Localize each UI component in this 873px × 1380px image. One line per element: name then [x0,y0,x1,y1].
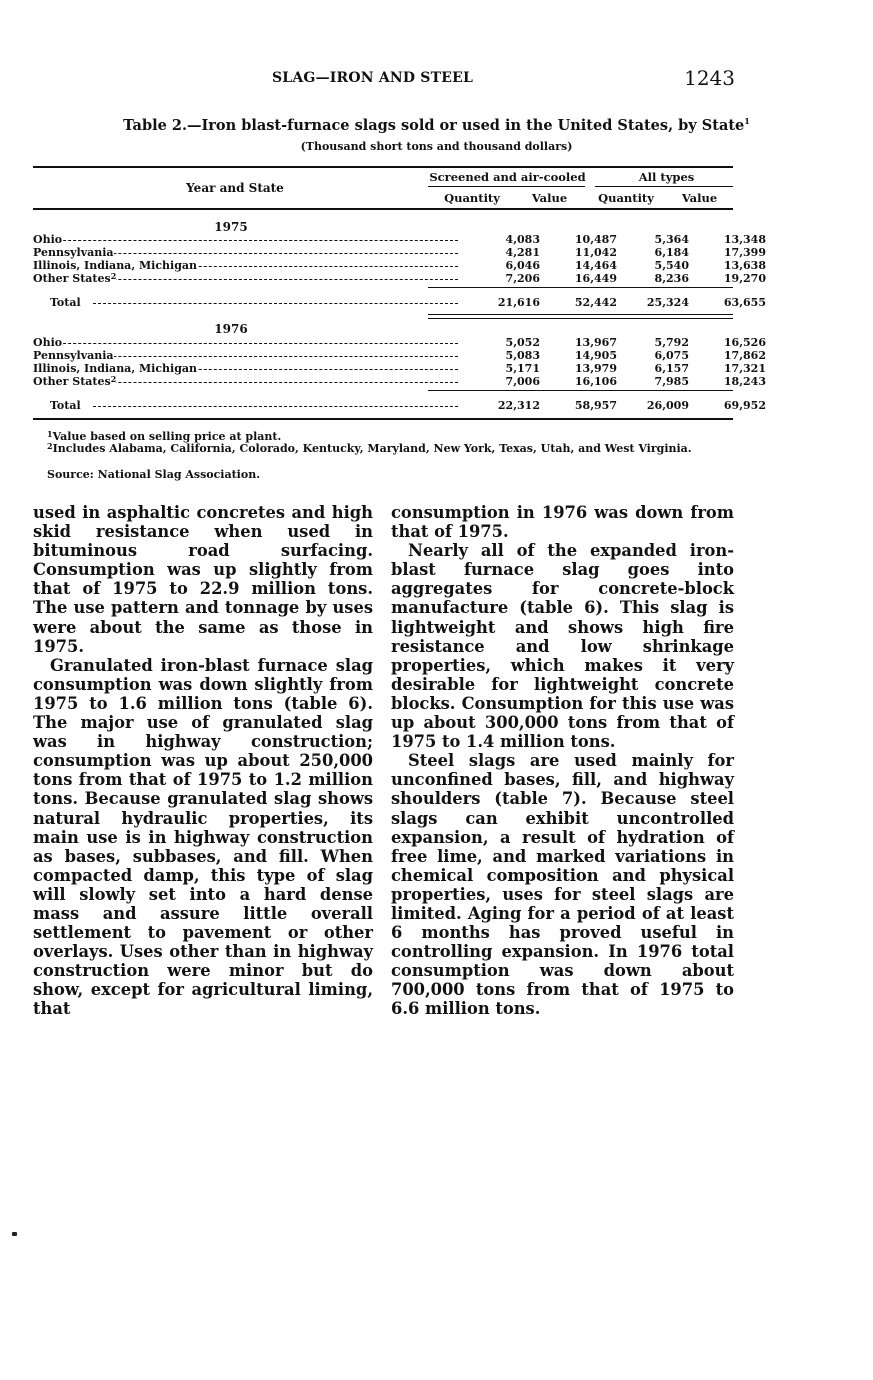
page-header [0,66,873,96]
year-label-1976: 1976 [214,322,248,336]
sac-value: 10,487 [574,233,617,246]
footnote-mark: 2 [47,441,53,451]
sac-value: 14,464 [574,259,617,272]
quantity-header-1: Quantity [444,191,500,205]
subtotal-rule [428,390,733,391]
all-value: 63,655 [723,296,766,309]
total-label: Total [50,296,81,309]
state-name [33,375,116,388]
footnote-text: Includes Alabama, California, Colorado, Kentucky, Maryland, New York, Texas, Utah, and West Virginia. [52,442,692,455]
table-row [33,271,766,285]
all-value: 13,638 [723,259,766,272]
all-quantity: 5,364 [654,233,689,246]
state-name: Ohio [33,336,63,349]
table-total-row [33,296,766,309]
all-value: 17,862 [723,349,766,362]
all-quantity: 25,324 [646,296,689,309]
table-row [33,349,766,362]
dot-leader [93,406,458,407]
state-name: Ohio [33,233,63,246]
table-row [33,259,766,272]
sac-quantity: 22,312 [497,399,540,412]
footnote-mark: 1 [47,429,53,439]
all-value: 17,399 [723,246,766,259]
sac-quantity: 6,046 [505,259,540,272]
group2-header: All types [638,170,695,184]
state-name-text: Other States [33,375,111,388]
all-quantity: 6,075 [654,349,689,362]
body-column-left [33,503,373,1019]
quantity-header-2: Quantity [598,191,654,205]
sac-quantity: 5,083 [505,349,540,362]
dot-leader [43,240,458,241]
all-quantity: 8,236 [654,272,689,285]
scan-mark [12,1232,17,1236]
all-value: 13,348 [723,233,766,246]
total-double-rule-a [428,314,733,315]
paragraph: consumption in 1976 was down from that of 1975. [391,503,734,542]
footnote-mark: 2 [110,271,117,281]
table-title-text: Table 2.—Iron blast-furnace slags sold or used in the United States, by State [123,117,745,134]
paragraph: Nearly all of the expanded iron-blast furnace slag goes into aggregates for concrete-block manufacture (table 6). This slag is lightweight and shows high fire resistance and low shrinkage properties, which makes it very desirable for lightweight concrete blocks. Consumption for this use was up about 300,000 tons from that of 1975 to 1.4 million tons. [391,541,734,752]
all-value: 18,243 [723,375,766,388]
sac-value: 16,106 [574,375,617,388]
total-double-rule-b [428,318,733,319]
sac-value: 13,979 [574,362,617,375]
sac-value: 16,449 [574,272,617,285]
group2-rule [595,186,733,187]
table-subtitle: (Thousand short tons and thousand dollars) [300,140,573,153]
sac-quantity: 4,281 [505,246,540,259]
state-name: Illinois, Indiana, Michigan [33,259,198,272]
state-name: Illinois, Indiana, Michigan [33,362,198,375]
all-quantity: 5,540 [654,259,689,272]
sac-value: 14,905 [574,349,617,362]
stub-header: Year and State [186,181,284,195]
paragraph: used in asphaltic concretes and high skid resistance when used in bituminous road surfacing. Consumption was up slightly from that of 1975 to 22.9 million tons. The use pattern and tonnage by uses were about the same as those in 1975. [33,503,373,656]
paragraph: Steel slags are used mainly for unconfined bases, fill, and highway shoulders (table 7). Because steel slags can exhibit uncontrolled expansion, a result of hydration of free lime, and marked variations in chemical composition and physical properties, uses for steel slags are limited. Aging for a period of at least 6 months has proved useful in controlling expansion. In 1976 total consumption was down about 700,000 tons from that of 1975 to 6.6 million tons. [391,751,734,1019]
header-bottom-rule [33,208,733,210]
total-label: Total [50,399,81,412]
table-row [33,246,766,259]
sac-quantity: 7,006 [505,375,540,388]
all-quantity: 6,157 [654,362,689,375]
sac-value: 52,442 [574,296,617,309]
table-total-row [33,399,766,412]
all-quantity: 6,184 [654,246,689,259]
running-title: SLAG—IRON AND STEEL [272,70,474,86]
subtotal-rule [428,287,733,288]
sac-quantity: 7,206 [505,272,540,285]
table-source: Source: National Slag Association. [47,468,261,481]
table-row [33,362,766,375]
body-column-right [391,503,734,1019]
all-quantity: 26,009 [646,399,689,412]
footnote-text: Value based on selling price at plant. [52,430,282,443]
table-bottom-rule [33,418,733,420]
table-row [33,374,766,388]
sac-quantity: 5,171 [505,362,540,375]
state-name [33,272,116,285]
all-value: 19,270 [723,272,766,285]
group1-rule [428,186,585,187]
table-row [33,233,766,246]
state-name: Pennsylvania [33,349,114,362]
year-label-1975: 1975 [214,220,248,234]
state-name: Pennsylvania [33,246,114,259]
sac-value: 11,042 [574,246,617,259]
state-name-text: Other States [33,272,111,285]
all-quantity: 7,985 [654,375,689,388]
page-number: 1243 [684,66,735,90]
table-row [33,336,766,349]
table-title-note: 1 [744,116,750,126]
group1-header: Screened and air-cooled [429,170,586,184]
sac-value: 13,967 [574,336,617,349]
footnote-mark: 2 [110,374,117,384]
all-value: 17,321 [723,362,766,375]
value-header-2: Value [681,191,718,205]
sac-quantity: 4,083 [505,233,540,246]
dot-leader [93,303,458,304]
paragraph: Granulated iron-blast furnace slag consumption was down slightly from 1975 to 1.6 million tons (table 6). The major use of granulated slag was in highway construction; consumption was up about 250,000 tons from that of 1975 to 1.2 million tons. Because granulated slag shows natural hydraulic properties, its main use is in highway construction as bases, subbases, and fill. When compacted damp, this type of slag will slowly set into a hard dense mass and assure little overall settlement to pavement or other overlays. Uses other than in highway construction were minor but do show, except for agricultural liming, that [33,655,373,1019]
value-header-1: Value [531,191,568,205]
table-top-rule [33,166,733,168]
table-title [0,117,873,134]
all-value: 69,952 [723,399,766,412]
all-quantity: 5,792 [654,336,689,349]
sac-quantity: 21,616 [497,296,540,309]
footnote-2 [47,442,692,455]
sac-quantity: 5,052 [505,336,540,349]
all-value: 16,526 [723,336,766,349]
sac-value: 58,957 [574,399,617,412]
dot-leader [43,343,458,344]
